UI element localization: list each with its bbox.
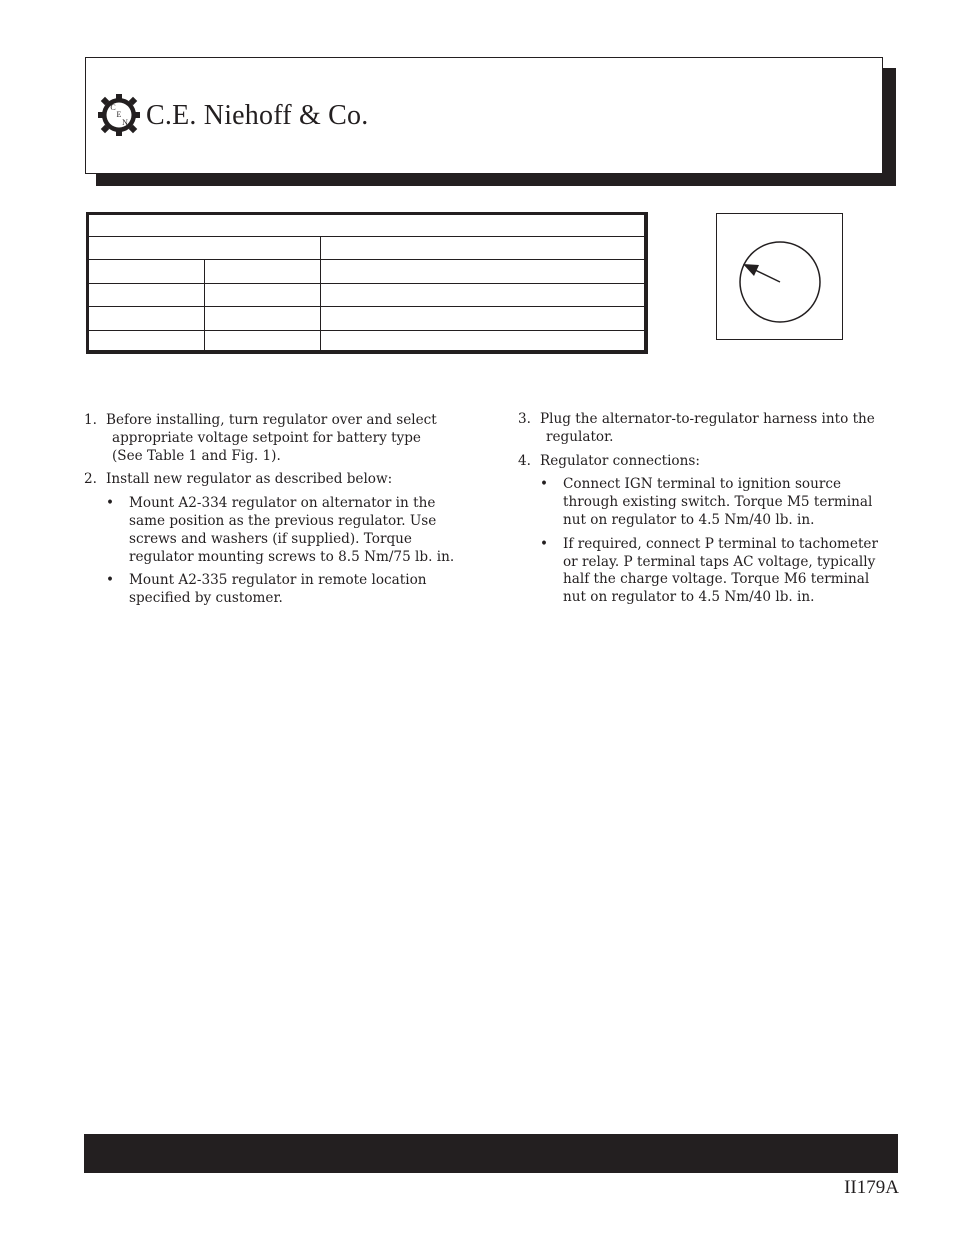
table-cell [321,236,648,260]
bullet-icon: • [106,495,115,512]
step-number: 4. [518,452,531,469]
bullet-line: half the charge voltage. Torque M6 terminal [563,571,870,588]
table-cell [321,283,648,307]
setpoint-dial-figure [716,213,843,340]
bullet-line: screws and washers (if supplied). Torque [129,530,412,547]
bullet-item [84,572,474,608]
header-box [85,57,883,174]
bullet-item [518,536,898,607]
company-name: C.E. Niehoff & Co. [146,100,369,131]
bullet-line: or relay. P terminal taps AC voltage, typically [563,553,876,570]
table-cell [87,330,205,354]
logo-letter-n: N [122,118,128,127]
step-text-line: Install new regulator as described below: [106,471,393,488]
bullet-icon: • [540,476,549,493]
instructions-column-left [84,412,474,608]
step-text-line: Regulator connections: [540,452,700,469]
logo-letter-e: E [116,110,122,119]
table-cell [321,307,648,331]
table-row [87,283,648,307]
table-cell [205,330,321,354]
table-cell [321,330,648,354]
setpoint-table [86,212,648,354]
setpoint-dial-icon [717,214,841,338]
bullet-icon: • [540,535,549,552]
table-cell [87,213,648,237]
table-row [87,330,648,354]
footer-bar [84,1134,898,1173]
bullet-line: through existing switch. Torque M5 terminal [563,494,873,511]
step-text-line: regulator. [546,428,614,445]
table-title-row [87,213,648,237]
logo-letter-c: C [110,103,116,112]
table-row [87,307,648,331]
step-text-line: Plug the alternator-to-regulator harness into the [540,411,875,427]
bullet-line: Mount A2-334 regulator on alternator in the [129,495,436,512]
step-text-line: appropriate voltage setpoint for battery type [112,429,421,446]
table-cell [87,260,205,284]
table-cell [205,283,321,307]
bullet-line: Connect IGN terminal to ignition source [563,476,842,493]
bullet-item [518,476,898,529]
bullet-line: If required, connect P terminal to tachometer [563,535,878,552]
table-header-row [87,236,648,260]
table-row [87,260,648,284]
bullet-line: nut on regulator to 4.5 Nm/40 lb. in. [563,589,815,606]
table-cell [321,260,648,284]
instructions-column-right [518,411,898,607]
document-code: II179A [844,1177,899,1198]
step-2 [84,471,474,489]
bullet-line: Mount A2-335 regulator in remote location [129,572,427,589]
step-text-line: Before installing, turn regulator over and select [106,412,437,428]
step-3 [518,411,898,447]
step-text-line: (See Table 1 and Fig. 1). [112,447,281,464]
step-number: 3. [518,411,531,427]
bullet-line: regulator mounting screws to 8.5 Nm/75 lb. in. [129,548,455,565]
step-4 [518,453,898,471]
table-cell [205,307,321,331]
bullet-line: nut on regulator to 4.5 Nm/40 lb. in. [563,511,815,528]
table-cell [87,283,205,307]
step-number: 1. [84,412,97,428]
bullet-line: same position as the previous regulator. Use [129,512,437,529]
bullet-icon: • [106,572,115,589]
table-cell [87,307,205,331]
table-cell [205,260,321,284]
step-1 [84,412,474,465]
bullet-item [84,495,474,566]
bullet-line: specified by customer. [129,590,283,607]
company-logo-icon [98,94,140,136]
step-number: 2. [84,471,97,488]
table-cell [87,236,321,260]
